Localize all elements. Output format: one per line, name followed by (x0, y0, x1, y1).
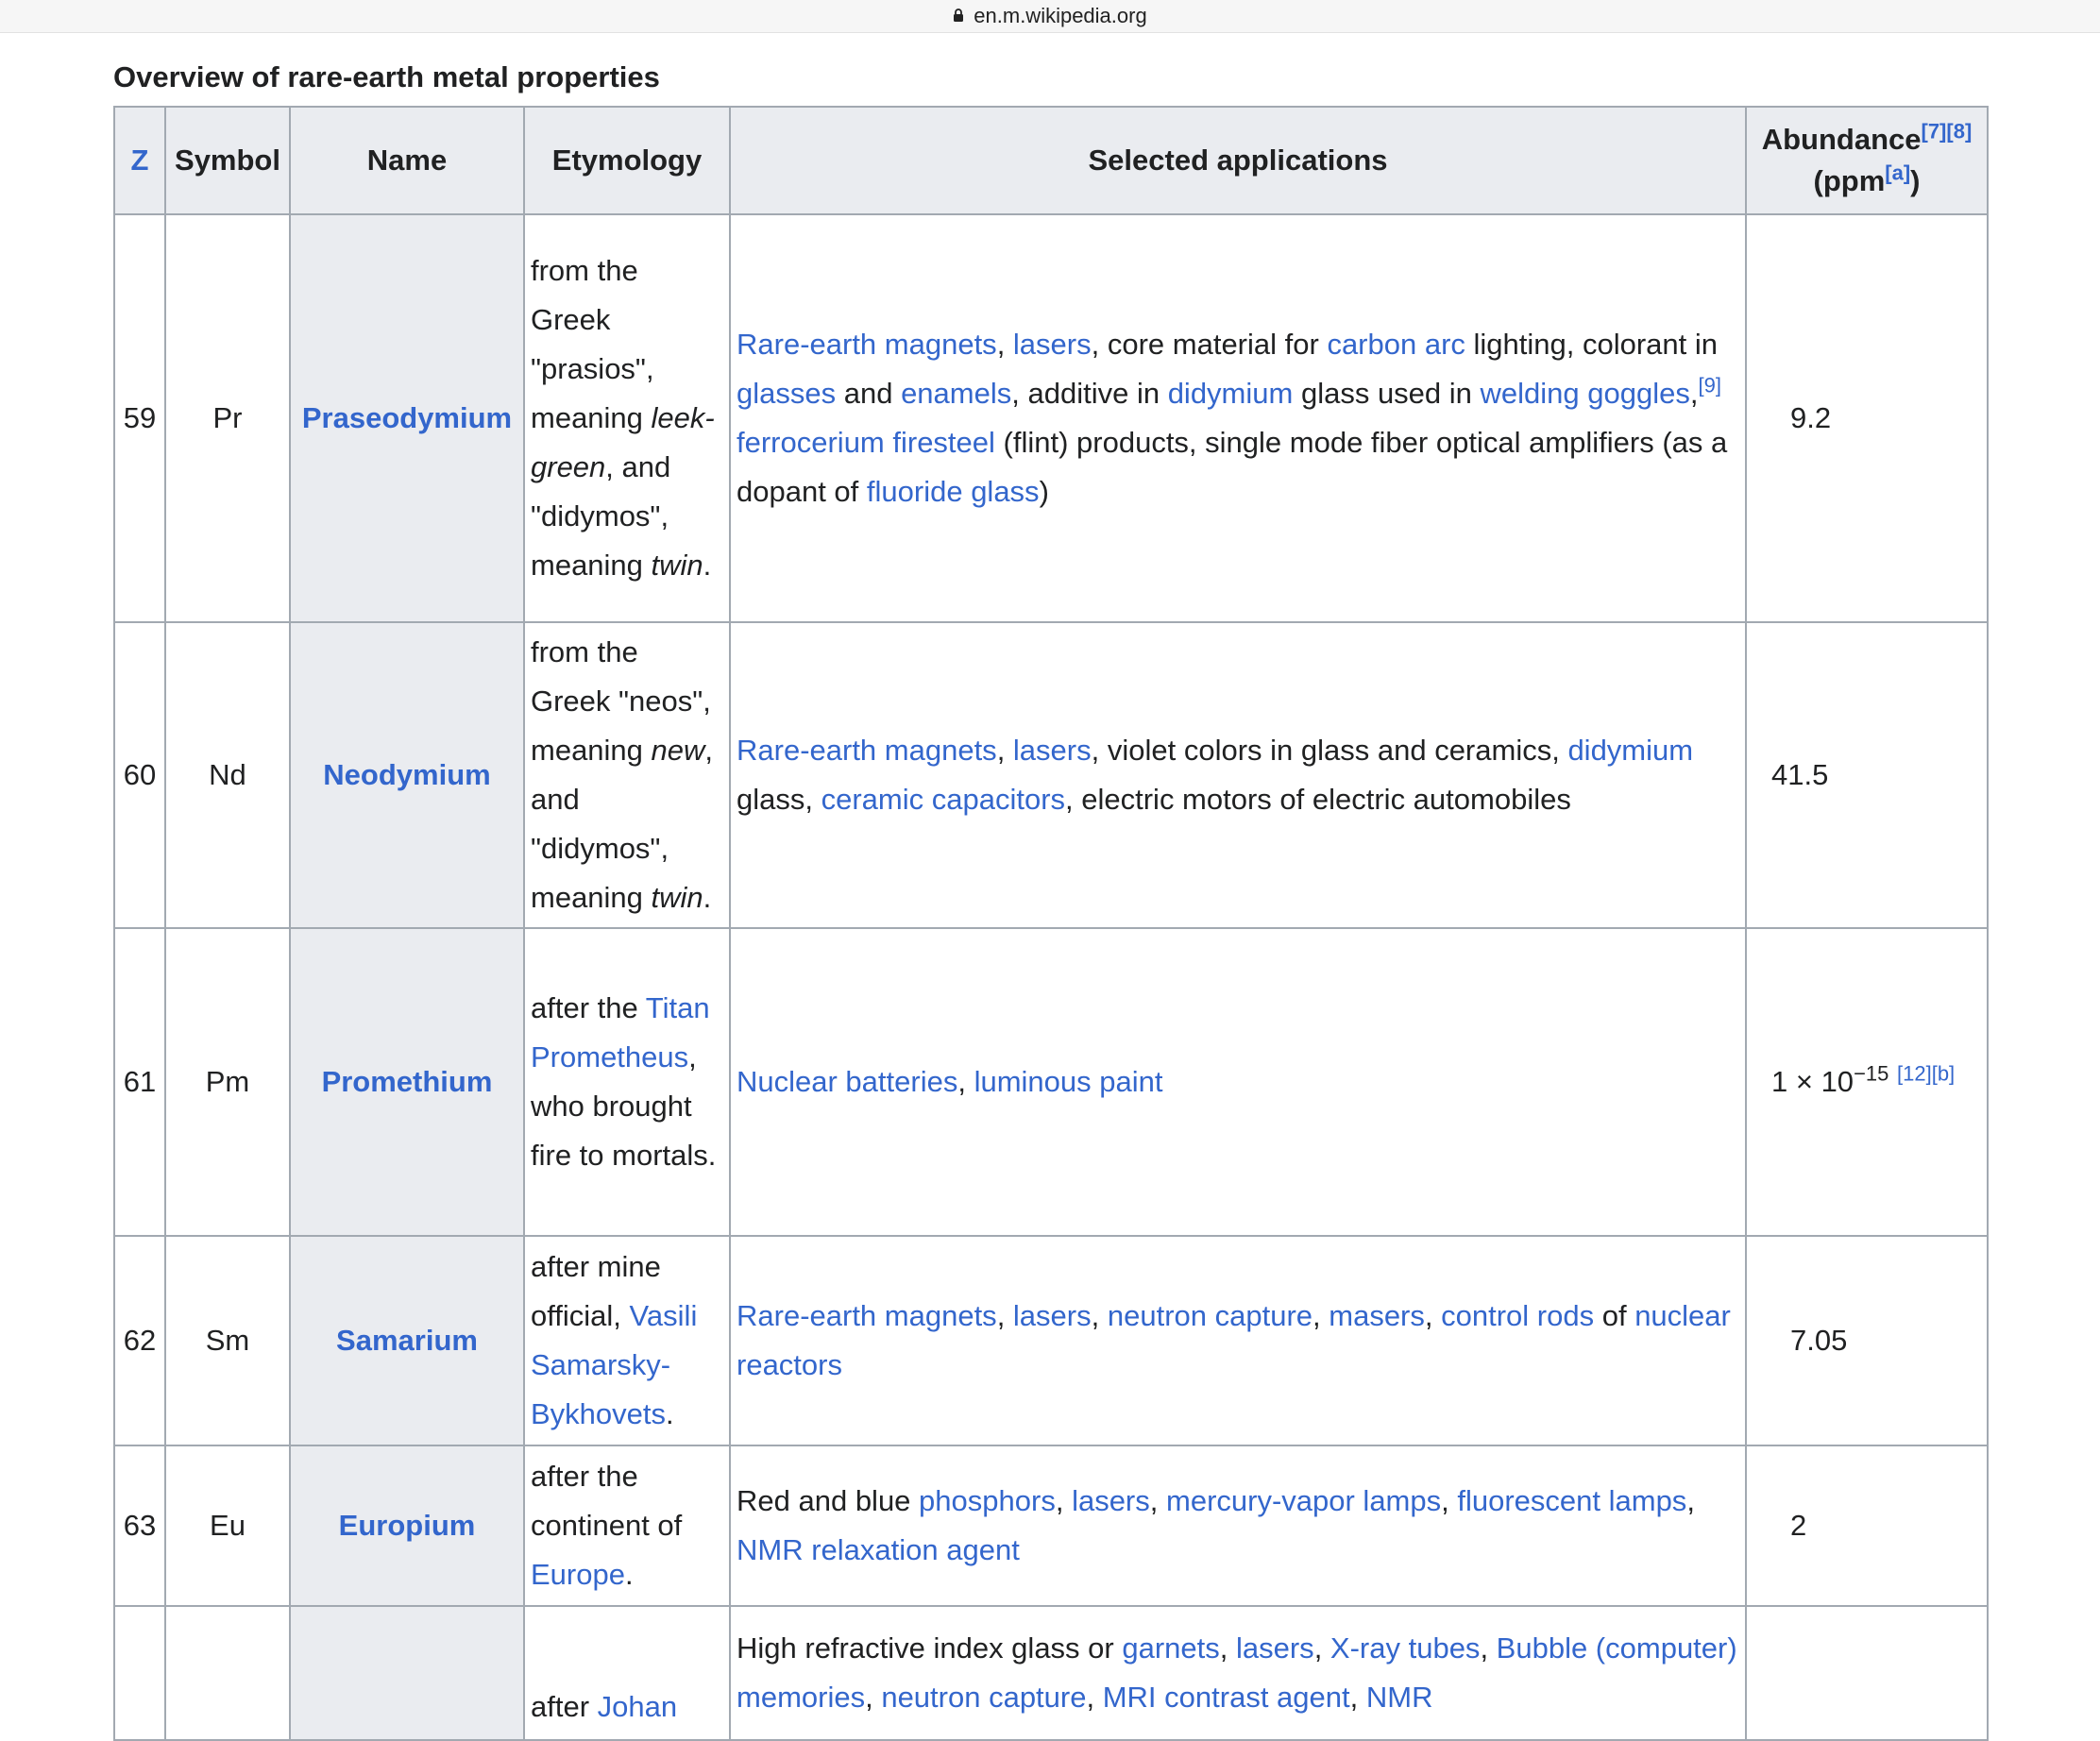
app-link[interactable]: enamels (901, 377, 1012, 410)
etymology-link[interactable]: Titan Prometheus (531, 991, 710, 1073)
cell-etymology: after the Titan Prometheus, who brought fire to mortals. (524, 928, 730, 1236)
abundance-note-link[interactable]: [a] (1885, 161, 1911, 185)
app-link[interactable]: X-ray tubes (1329, 1631, 1481, 1665)
cell-symbol: Eu (165, 1445, 290, 1606)
cell-symbol: Sm (165, 1236, 290, 1445)
app-link[interactable]: welding goggles (1480, 377, 1690, 410)
cell-z: 63 (114, 1445, 165, 1606)
app-link[interactable]: Bubble (computer) memories (737, 1631, 1737, 1714)
cell-z: 61 (114, 928, 165, 1236)
element-link-promethium[interactable]: Promethium (321, 1065, 493, 1098)
lock-icon (953, 8, 964, 22)
reference-link[interactable]: [9] (1698, 373, 1721, 397)
cell-applications: Nuclear batteries, luminous paint (730, 928, 1746, 1236)
cell-abundance (1746, 1606, 1988, 1740)
etymology-link[interactable]: Johan (597, 1690, 678, 1723)
app-link[interactable]: didymium (1567, 734, 1694, 767)
app-link[interactable]: luminous paint (974, 1065, 1163, 1098)
app-link[interactable]: Rare-earth magnets (737, 328, 997, 361)
cell-etymology: after Johan (524, 1606, 730, 1740)
app-link[interactable]: Nuclear batteries (737, 1065, 958, 1098)
element-link-neodymium[interactable]: Neodymium (323, 758, 491, 791)
header-name[interactable]: Name (290, 107, 524, 214)
cell-symbol (165, 1606, 290, 1740)
app-link[interactable]: fluoride glass (866, 475, 1040, 508)
cell-z: 59 (114, 214, 165, 622)
app-link[interactable]: NMR (1365, 1681, 1433, 1714)
app-link[interactable]: lasers (1012, 734, 1092, 767)
table-row (114, 622, 1988, 928)
app-link[interactable]: control rods (1441, 1299, 1595, 1332)
app-link[interactable]: lasers (1235, 1631, 1314, 1665)
app-link[interactable]: garnets (1122, 1631, 1220, 1665)
app-link[interactable]: masers (1329, 1299, 1425, 1332)
cell-symbol: Nd (165, 622, 290, 928)
app-link[interactable]: NMR relaxation agent (737, 1533, 1020, 1566)
cell-applications: Rare-earth magnets, lasers, core material for carbon arc lighting, colorant in glasses and enamels, additive in didymium glass used in welding goggles,[9] ferrocerium firesteel (flint) products, single mode fiber optical amplifiers (as a dopant of fluoride glass) (730, 214, 1746, 622)
app-link[interactable]: ferrocerium firesteel (737, 426, 995, 459)
app-link[interactable]: nuclear reactors (737, 1299, 1731, 1381)
cell-abundance: 41.5 (1746, 622, 1988, 928)
table-caption: Overview of rare-earth metal properties (113, 60, 660, 93)
cell-etymology: after mine official, Vasili Samarsky-Bykhovets. (524, 1236, 730, 1445)
app-link[interactable]: Rare-earth magnets (737, 1299, 997, 1332)
cell-z: 60 (114, 622, 165, 928)
address-bar[interactable] (0, 0, 2100, 33)
etymology-link[interactable]: Vasili Samarsky-Bykhovets (531, 1299, 698, 1430)
url-text: en.m.wikipedia.org (974, 4, 1147, 27)
cell-z: 62 (114, 1236, 165, 1445)
app-link[interactable]: carbon arc (1327, 328, 1465, 361)
cell-abundance: 9.2 (1746, 214, 1988, 622)
app-link[interactable]: neutron capture (1107, 1299, 1313, 1332)
app-link[interactable]: lasers (1012, 328, 1092, 361)
cell-abundance: 7.05 (1746, 1236, 1988, 1445)
cell-name (290, 214, 524, 622)
table-row (114, 1445, 1988, 1606)
cell-applications: Rare-earth magnets, lasers, neutron capture, masers, control rods of nuclear reactors (730, 1236, 1746, 1445)
cell-applications: Red and blue phosphors, lasers, mercury-vapor lamps, fluorescent lamps, NMR relaxation agent (730, 1445, 1746, 1606)
app-link[interactable]: lasers (1012, 1299, 1092, 1332)
element-link-praseodymium[interactable]: Praseodymium (301, 401, 513, 434)
cell-name (290, 1236, 524, 1445)
table-row (114, 1236, 1988, 1445)
app-link[interactable]: didymium (1167, 377, 1294, 410)
cell-applications: High refractive index glass or garnets, lasers, X-ray tubes, Bubble (computer) memories, neutron capture, MRI contrast agent, NMR (730, 1606, 1746, 1740)
app-link[interactable]: MRI contrast agent (1102, 1681, 1350, 1714)
element-link-europium[interactable]: Europium (338, 1509, 476, 1542)
cell-z (114, 1606, 165, 1740)
header-z[interactable]: Z (114, 107, 165, 214)
cell-name (290, 1606, 524, 1740)
table-row (114, 1606, 1988, 1740)
app-link[interactable]: glasses (737, 377, 837, 410)
cell-applications: Rare-earth magnets, lasers, violet colors in glass and ceramics, didymium glass, ceramic capacitors, electric motors of electric automobiles (730, 622, 1746, 928)
cell-etymology: from the Greek "prasios", meaning leek-green, and "didymos", meaning twin. (524, 214, 730, 622)
app-link[interactable]: mercury-vapor lamps (1166, 1484, 1442, 1517)
header-etymology[interactable]: Etymology (524, 107, 730, 214)
header-abundance[interactable]: Abundance[7][8] (ppm[a]) (1746, 107, 1988, 214)
app-link[interactable]: neutron capture (881, 1681, 1087, 1714)
reference-link[interactable]: [12][b] (1897, 1061, 1956, 1086)
cell-symbol: Pr (165, 214, 290, 622)
app-link[interactable]: lasers (1072, 1484, 1150, 1517)
app-link[interactable]: phosphors (919, 1484, 1056, 1517)
header-symbol[interactable]: Symbol (165, 107, 290, 214)
etymology-link[interactable]: Europe (531, 1558, 625, 1591)
cell-name (290, 1445, 524, 1606)
element-link-samarium[interactable]: Samarium (336, 1324, 478, 1357)
abundance-refs-link[interactable]: [7][8] (1921, 119, 1973, 144)
app-link[interactable]: Rare-earth magnets (737, 734, 997, 767)
cell-abundance: $1 \times 10^{-15}$ [12][b] (1746, 928, 1988, 1236)
cell-abundance: 2 (1746, 1445, 1988, 1606)
header-applications[interactable]: Selected applications (730, 107, 1746, 214)
table-row (114, 214, 1988, 622)
app-link[interactable]: ceramic capacitors (821, 783, 1066, 816)
cell-symbol: Pm (165, 928, 290, 1236)
rare-earth-table (113, 106, 1989, 1741)
cell-etymology: after the continent of Europe. (524, 1445, 730, 1606)
app-link[interactable]: fluorescent lamps (1457, 1484, 1687, 1517)
table-row (114, 928, 1988, 1236)
cell-name (290, 928, 524, 1236)
cell-name (290, 622, 524, 928)
cell-etymology: from the Greek "neos", meaning new, and "didymos", meaning twin. (524, 622, 730, 928)
